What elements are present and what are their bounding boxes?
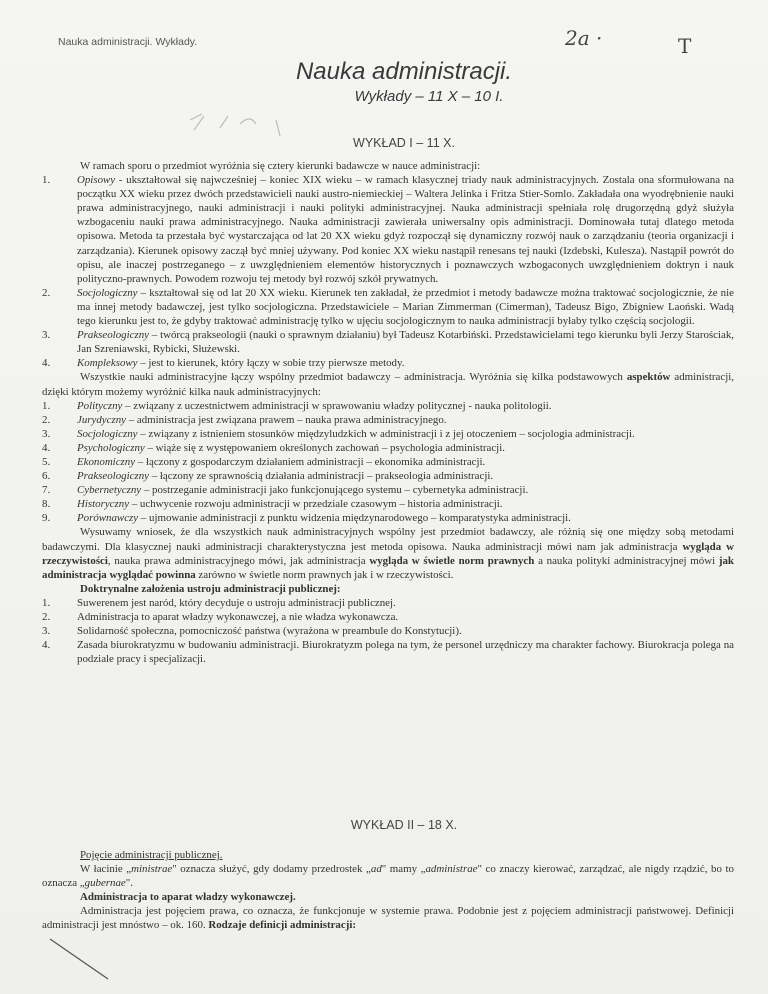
list-item: 5. Ekonomiczny – łączony z gospodarczym działaniem administracji – ekonomika administracji. xyxy=(42,455,486,468)
list-item: 9. Porównawczy – ujmowanie administracji z punktu widzenia międzynarodowego – komparatystyka administracji. xyxy=(42,512,571,525)
lecture-2-heading: WYKŁAD II – 18 X. xyxy=(350,818,458,832)
handwritten-page-number: 2a · xyxy=(565,26,603,50)
list-item: 7. Cybernetyczny – postrzeganie administracji jako funkcjonującego systemu – cybernetyka administracji. xyxy=(42,484,529,497)
conclusion-paragraph: Wysuwamy wniosek, że dla wszystkich nauk administracyjnych wspólny jest przedmiot badawczy, ale różnią się one między sobą metodami badawczymi. Dla klasycznej nauki administracji charakterystyczna jest metoda opisowa. Nauka administracji mówi nam jak administracja wygląda w rzeczywistości, nauka prawa administracyjnego mówi, jak administracja wygląda w świetle norm prawnych a nauka polityki administracyjnej mówi jak administracja wyglądać powinna zarówno w świetle norm prawnych jak i w rzeczywistości. xyxy=(42,526,734,581)
principles-heading: Doktrynalne założenia ustroju administracji publicznej: xyxy=(80,582,341,595)
lecture-1-heading: WYKŁAD I – 11 X. xyxy=(353,136,455,150)
section-title: Pojęcie administracji publicznej. xyxy=(80,849,223,861)
document-subtitle: Wykłady – 11 X – 10 I. xyxy=(354,88,504,105)
running-header: Nauka administracji. Wykłady. xyxy=(58,36,198,48)
list-item: 6. Prakseologiczny – łączony ze sprawnością działania administracji – prakseologia administracji. xyxy=(42,470,494,483)
list-item: 3. Socjologiczny – związany z istnieniem stosunków międzyludzkich w administracji i z jej otoczeniem – socjologia administracji. xyxy=(42,427,635,440)
etymology-paragraph: W łacinie „ministrae" oznacza służyć, gdy dodamy przedrostek „ad" mamy „administrae" co znaczy kierować, zarządzać, ale nigdy rządzić, bo to oznacza „gubernae". xyxy=(42,863,734,890)
aspects-intro-paragraph: Wszystkie nauki administracyjne łączy wspólny przedmiot badawczy – administracja. Wyróżnia się kilka podstawowych aspektów administracji, dzięki którym możemy wyróżnić kilka nauk administracyjnych: xyxy=(42,371,734,398)
lecture-2-body xyxy=(42,848,734,933)
document-title: Nauka administracji. xyxy=(295,58,513,85)
aspects-list xyxy=(42,399,734,526)
faint-scribble xyxy=(180,100,300,140)
list-item: 3. Prakseologiczny – twórcą prakseologii (nauki o sprawnym działaniu) był Tadeusz Kotarbiński. Przedstawicielami tego kierunku byli Jerzy Starościak, Jan Szreniawski, Rybicki, Służewski. xyxy=(42,329,734,356)
list-item: 1. Suwerenem jest naród, który decyduje o ustroju administracji publicznej. xyxy=(42,596,396,609)
bold-definition-line: Administracja to aparat władzy wykonawczej. xyxy=(80,891,296,904)
list-item: 2. Socjologiczny – kształtował się od lat 20 XX wieku. Kierunek ten zakładał, że przedmiot i metody badawcze można traktować socjologicznie, że nie ma innej metody badawczej, jest tylko socjologiczna. Przedstawiciele – Marian Zimmerman (Cimerman), Tadeusz Bigo, Zbigniew Laoński. Wadą tego kierunku jest to, że gdyby traktować administrację tylko w ujęciu socjologicznym to nauka administracji byłaby tylko częścią socjologii. xyxy=(42,286,734,328)
principles-list xyxy=(42,596,734,666)
corner-pencil-mark xyxy=(46,935,116,985)
list-item: 4. Kompleksowy – jest to kierunek, który łączy w sobie trzy pierwsze metody. xyxy=(42,357,405,370)
definitions-paragraph: Administracja jest pojęciem prawa, co oznacza, że funkcjonuje w systemie prawa. Podobnie jest z pojęciem administracji państwowej. Definicji administracji jest mnóstwo – ok. 160. Rodzaje definicji administracji: xyxy=(42,905,734,932)
handwritten-corner-mark: T xyxy=(678,34,692,58)
list-item: 3. Solidarność społeczna, pomocniczość państwa (wyrażona w preambule do Konstytucji). xyxy=(42,625,462,638)
list-item: 4. Zasada biurokratyzmu w budowaniu administracji. Biurokratyzm polega na tym, że personel urzędniczy ma charakter fachowy. Biurokracja polega na podziale pracy i specjalizacji. xyxy=(42,639,734,666)
research-directions-list xyxy=(42,173,734,370)
list-item: 2. Administracja to aparat władzy wykonawczej, a nie władza wykonawcza. xyxy=(42,611,399,623)
list-item: 1. Polityczny – związany z uczestnictwem administracji w sprawowaniu władzy politycznej - nauka politologii. xyxy=(42,399,552,412)
list-item: 2. Jurydyczny – administracja jest związana prawem – nauka prawa administracyjnego. xyxy=(42,413,447,426)
list-item: 8. Historyczny – uchwycenie rozwoju administracji w przedziale czasowym – historia administracji. xyxy=(42,498,503,511)
list-item: 4. Psychologiczny – wiąże się z występowaniem określonych zachowań – psychologia administracji. xyxy=(42,441,505,454)
list-item: 1. Opisowy - ukształtował się najwcześniej – koniec XIX wieku – w ramach klasycznej triady nauk administracyjnych. Zostala ona sformułowana na początku XX wieku przez dwóch przedstawicieli nauki austro-niemieckiej – Waltera Jelinka i Fritza Stier-Somlo. Zakładała ona wyodrębnienie nauki prawa administracyjnego, nauki administracji i nauki polityki administracyjnej. Nauka administracji spełniała rolę drugorzędną gdyż służyła wzbogaceniu nauki prawa administracyjnego. Nauka administracji zawierała uniwersalny opis administracji. Dominowała tutaj dlatego metoda opisowa. Metoda ta przestała być wystarczająca od lat 20 XX wieku gdyż rozpoczął się dynamiczny rozwój nauk o zarządzaniu (teoria organizacji i zarządzania). Kierunek opisowy zaczął być mniej używany. Pod koniec XX wieku nastąpił renesans tej nauki (Izdebski, Kulesza). Nastąpił powrót do opisu, ale inaczej postrzeganego – z uwzględnieniem elementów historycznych i poznawczych wzbogaconych uwzględnieniem doktryn i nauk polityczno-prawnych. Powodem rozwoju tej metody był rozwój szkół prywatnych. xyxy=(42,174,734,285)
intro-paragraph: W ramach sporu o przedmiot wyróżnia się cztery kierunki badawcze w nauce administracji: xyxy=(80,160,481,172)
lecture-1-body xyxy=(42,159,734,666)
